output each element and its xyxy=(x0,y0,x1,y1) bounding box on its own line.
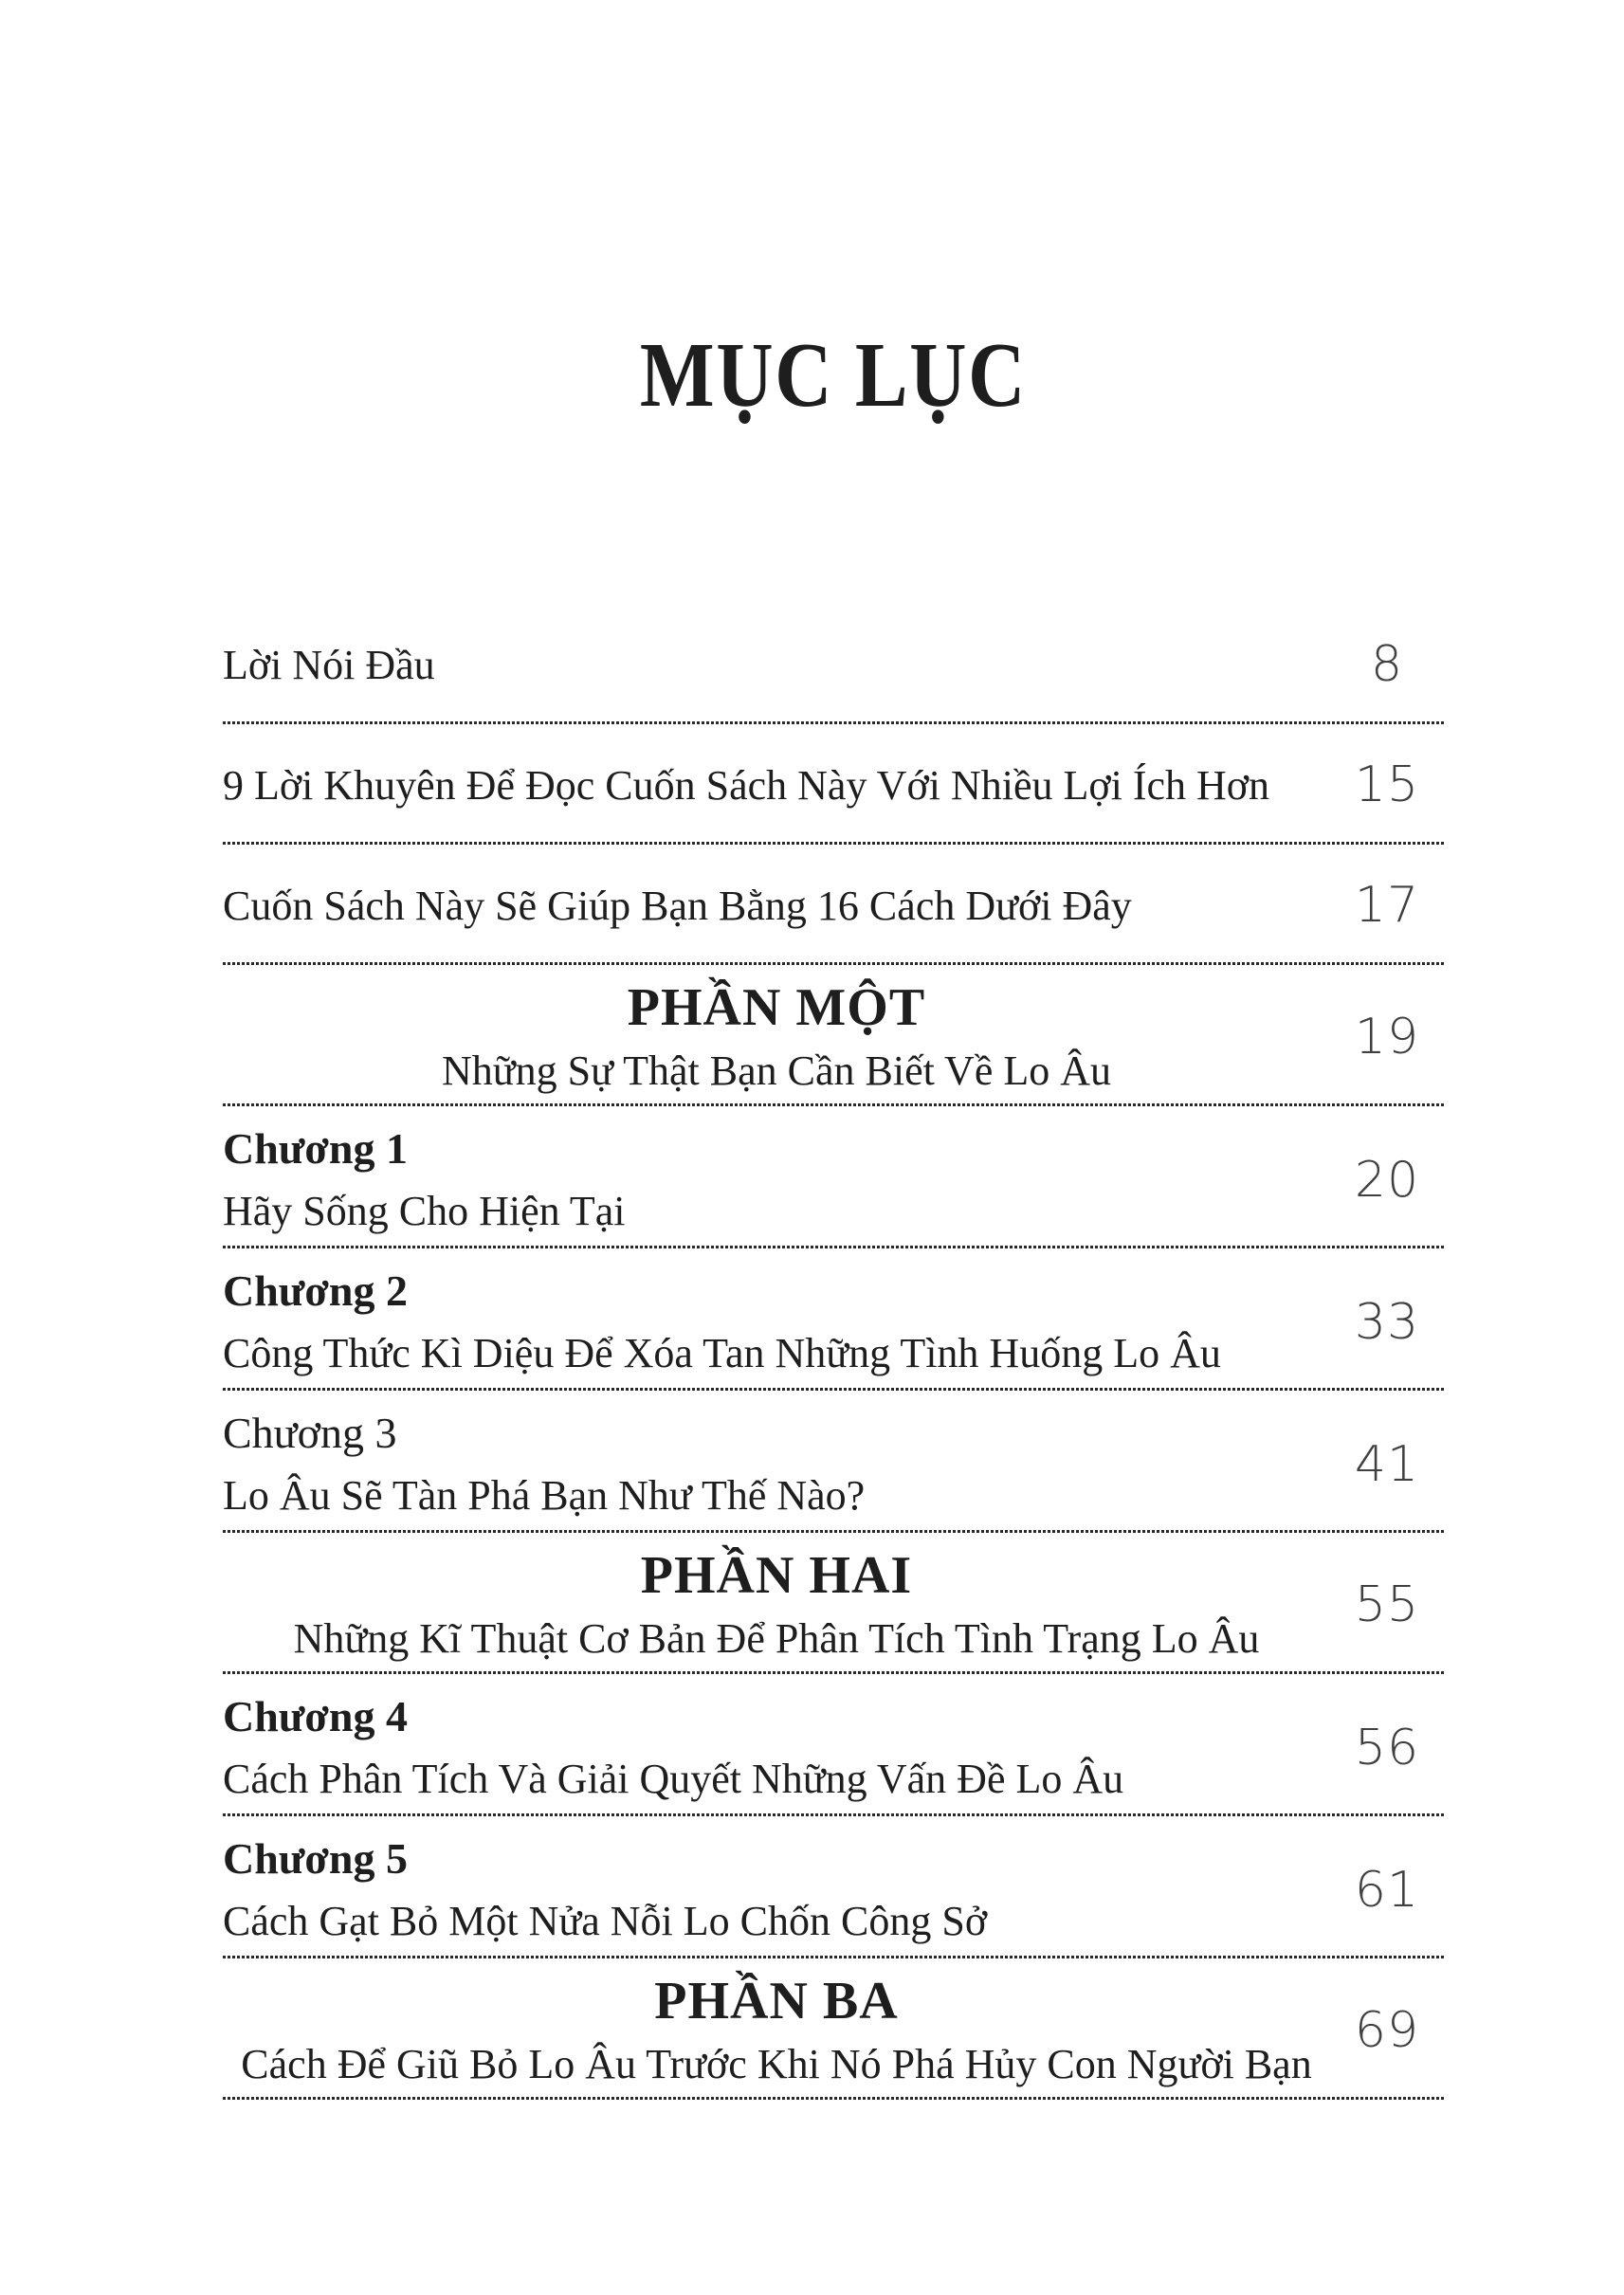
entry-subtitle: Cách Gạt Bỏ Một Nửa Nỗi Lo Chốn Công Sở xyxy=(223,1898,988,1944)
entry-subtitle: Cách Để Giũ Bỏ Lo Âu Trước Khi Nó Phá Hủy Con Người Bạn xyxy=(241,2041,1312,2087)
page-title: MỤC LỤC xyxy=(639,324,1028,426)
entry-page-number: 55 xyxy=(1354,1576,1420,1633)
entry-heading: Chương 1 xyxy=(223,1124,408,1173)
entry-heading: PHẦN HAI xyxy=(640,1546,913,1605)
entry-separator xyxy=(223,2097,1444,2100)
entry-subtitle: Những Kĩ Thuật Cơ Bản Để Phân Tích Tình Trạng Lo Âu xyxy=(293,1615,1260,1662)
entry-content xyxy=(223,1406,1330,1522)
toc-entry xyxy=(223,1816,1444,1956)
entry-heading: Chương 5 xyxy=(223,1834,408,1883)
entry-title: Cuốn Sách Này Sẽ Giúp Bạn Bằng 16 Cách Dưới Đây xyxy=(223,882,1132,929)
entry-page-number: 41 xyxy=(1354,1435,1420,1493)
toc-entry xyxy=(223,845,1444,962)
entry-content xyxy=(223,1970,1330,2091)
toc-entry xyxy=(223,1106,1444,1246)
entry-content xyxy=(223,758,1330,812)
entry-page-number: 61 xyxy=(1354,1861,1420,1919)
entry-page-number: 56 xyxy=(1354,1719,1420,1776)
entry-title: 9 Lời Khuyên Để Đọc Cuốn Sách Này Với Nhiều Lợi Ích Hơn xyxy=(223,761,1270,809)
toc-list xyxy=(223,604,1444,2100)
entry-subtitle: Hãy Sống Cho Hiện Tại xyxy=(223,1188,626,1234)
toc-entry xyxy=(223,1248,1444,1388)
entry-content xyxy=(223,638,1330,692)
entry-content xyxy=(223,879,1330,933)
entry-subtitle: Cách Phân Tích Và Giải Quyết Những Vấn Đề Lo Âu xyxy=(223,1756,1124,1802)
entry-heading: PHẦN MỘT xyxy=(627,978,926,1037)
entry-page-number: 15 xyxy=(1354,756,1420,813)
toc-entry xyxy=(223,604,1444,721)
entry-heading: Chương 3 xyxy=(223,1409,397,1457)
toc-entry xyxy=(223,1391,1444,1530)
entry-heading: Chương 2 xyxy=(223,1266,408,1315)
entry-page-number: 19 xyxy=(1354,1009,1420,1066)
entry-subtitle: Công Thức Kì Diệu Để Xóa Tan Những Tình Huống Lo Âu xyxy=(223,1330,1221,1376)
toc-entry xyxy=(223,965,1444,1103)
entry-heading: PHẦN BA xyxy=(654,1972,899,2031)
entry-page-number: 17 xyxy=(1354,877,1420,934)
entry-page-number: 69 xyxy=(1354,2002,1420,2059)
entry-content xyxy=(223,1689,1330,1806)
entry-heading: Chương 4 xyxy=(223,1692,408,1740)
toc-entry xyxy=(223,1958,1444,2097)
entry-page-number: 8 xyxy=(1370,636,1404,693)
entry-content xyxy=(223,1264,1330,1380)
entry-content xyxy=(223,1544,1330,1666)
entry-page-number: 33 xyxy=(1354,1293,1420,1351)
entry-content xyxy=(223,976,1330,1098)
entry-content xyxy=(223,1831,1330,1948)
entry-content xyxy=(223,1121,1330,1238)
toc-entry xyxy=(223,1674,1444,1813)
entry-title: Lời Nói Đầu xyxy=(223,641,435,688)
entry-subtitle: Lo Âu Sẽ Tàn Phá Bạn Như Thế Nào? xyxy=(223,1472,866,1519)
entry-subtitle: Những Sự Thật Bạn Cần Biết Về Lo Âu xyxy=(441,1047,1112,1094)
toc-entry xyxy=(223,724,1444,842)
entry-page-number: 20 xyxy=(1354,1151,1420,1209)
toc-entry xyxy=(223,1533,1444,1671)
